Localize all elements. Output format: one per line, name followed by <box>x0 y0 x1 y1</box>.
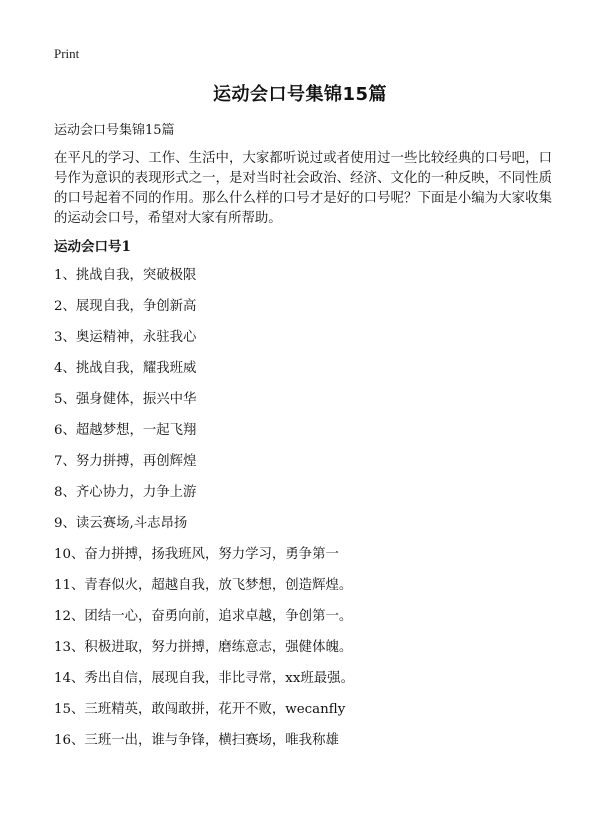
page-title: 运动会口号集锦15篇 <box>212 84 388 105</box>
list-item: 7、努力拼搏，再创辉煌 <box>54 454 197 469</box>
list-item: 6、超越梦想，一起飞翔 <box>54 423 197 438</box>
list-item: 3、奥运精神，永驻我心 <box>54 330 197 345</box>
list-item: 1、挑战自我，突破极限 <box>54 268 197 283</box>
list-item: 11、青春似火，超越自我，放飞梦想，创造辉煌。 <box>54 578 353 593</box>
list-item: 12、团结一心，奋勇向前，追求卓越，争创第一。 <box>54 609 353 624</box>
list-item: 13、积极进取，努力拼搏，磨练意志，强健体魄。 <box>54 640 353 655</box>
section-heading: 运动会口号1 <box>54 239 131 255</box>
list-item: 15、三班精英，敢闯敢拼，花开不败，wecanfly <box>54 702 346 717</box>
intro-paragraph: 在平凡的学习、工作、生活中，大家都听说过或者使用过一些比较经典的口号吧，口号作为意识的表现形式之一，是对当时社会政治、经济、文化的一种反映，不同性质的口号起着不同的作用。那么什么样的口号才是好的口号呢？下面是小编为大家收集的运动会口号，希望对大家有所帮助。 <box>54 151 552 226</box>
list-item: 8、齐心协力，力争上游 <box>54 485 197 500</box>
list-item: 5、强身健体，振兴中华 <box>54 392 197 407</box>
print-link[interactable]: Print <box>54 46 80 61</box>
list-item: 4、挑战自我，耀我班威 <box>54 361 197 376</box>
list-item: 2、展现自我，争创新高 <box>54 299 197 314</box>
list-item: 9、读云赛场,斗志昂扬 <box>54 516 188 531</box>
list-item: 10、奋力拼搏，扬我班风，努力学习，勇争第一 <box>54 547 339 562</box>
list-item: 16、三班一出，谁与争锋，横扫赛场，唯我称雄 <box>54 733 339 748</box>
document-subtitle: 运动会口号集锦15篇 <box>54 123 175 138</box>
list-item: 14、秀出自信，展现自我，非比寻常，xx班最强。 <box>54 671 354 686</box>
